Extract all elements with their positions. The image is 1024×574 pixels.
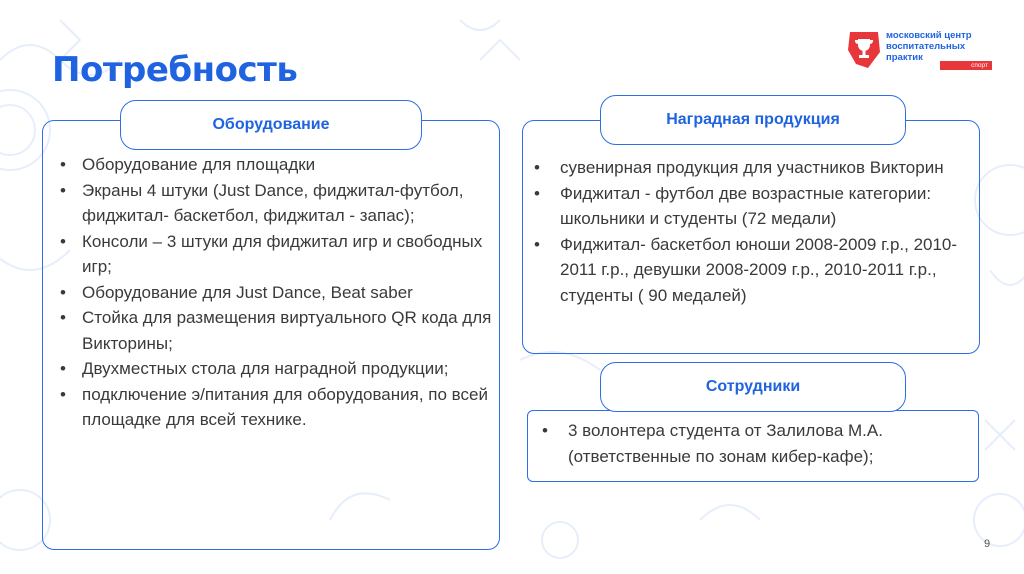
logo-sport-tag: спорт — [940, 61, 992, 70]
equipment-list — [56, 152, 492, 433]
organization-logo — [846, 28, 996, 76]
list-item: • сувенирная продукция для участников Викторин — [530, 155, 972, 181]
list-item: • Фиджитал- баскетбол юноши 2008-2009 г.р., 2010-2011 г.р., девушки 2008-2009 г.р., 2010-2011 г.р., студенты ( 90 медалей) — [530, 232, 972, 309]
page-number: 9 — [984, 538, 991, 550]
list-item: • Фиджитал - футбол две возрастные категории: школьники и студенты (72 медали) — [530, 181, 972, 232]
logo-wordmark — [886, 30, 996, 63]
awards-list — [530, 155, 972, 308]
trophy-logo-icon — [846, 30, 882, 70]
awards-heading: Наградная продукция — [600, 95, 906, 145]
logo-line-1: московский центр — [886, 30, 972, 41]
list-item: • Экраны 4 штуки (Just Dance, фиджитал-футбол, фиджитал- баскетбол, фиджитал - запас); — [56, 178, 492, 229]
list-item: • Консоли – 3 штуки для фиджитал игр и свободных игр; — [56, 229, 492, 280]
list-item: • Оборудование для площадки — [56, 152, 492, 178]
list-item: • Оборудование для Just Dance, Beat saber — [56, 280, 492, 306]
equipment-heading: Оборудование — [120, 100, 422, 150]
list-item: • подключение э/питания для оборудования, по всей площадке для всей технике. — [56, 382, 492, 433]
list-item: • 3 волонтера студента от Залилова М.А. (ответственные по зонам кибер-кафе); — [538, 418, 974, 469]
page-title: Потребность — [52, 50, 298, 90]
logo-line-2: воспитательных — [886, 41, 966, 52]
staff-heading: Сотрудники — [600, 362, 906, 412]
logo-line-3: практик — [886, 52, 923, 63]
list-item: • Двухместных стола для наградной продукции; — [56, 356, 492, 382]
staff-list — [538, 418, 974, 469]
list-item: • Стойка для размещения виртуального QR кода для Викторины; — [56, 305, 492, 356]
